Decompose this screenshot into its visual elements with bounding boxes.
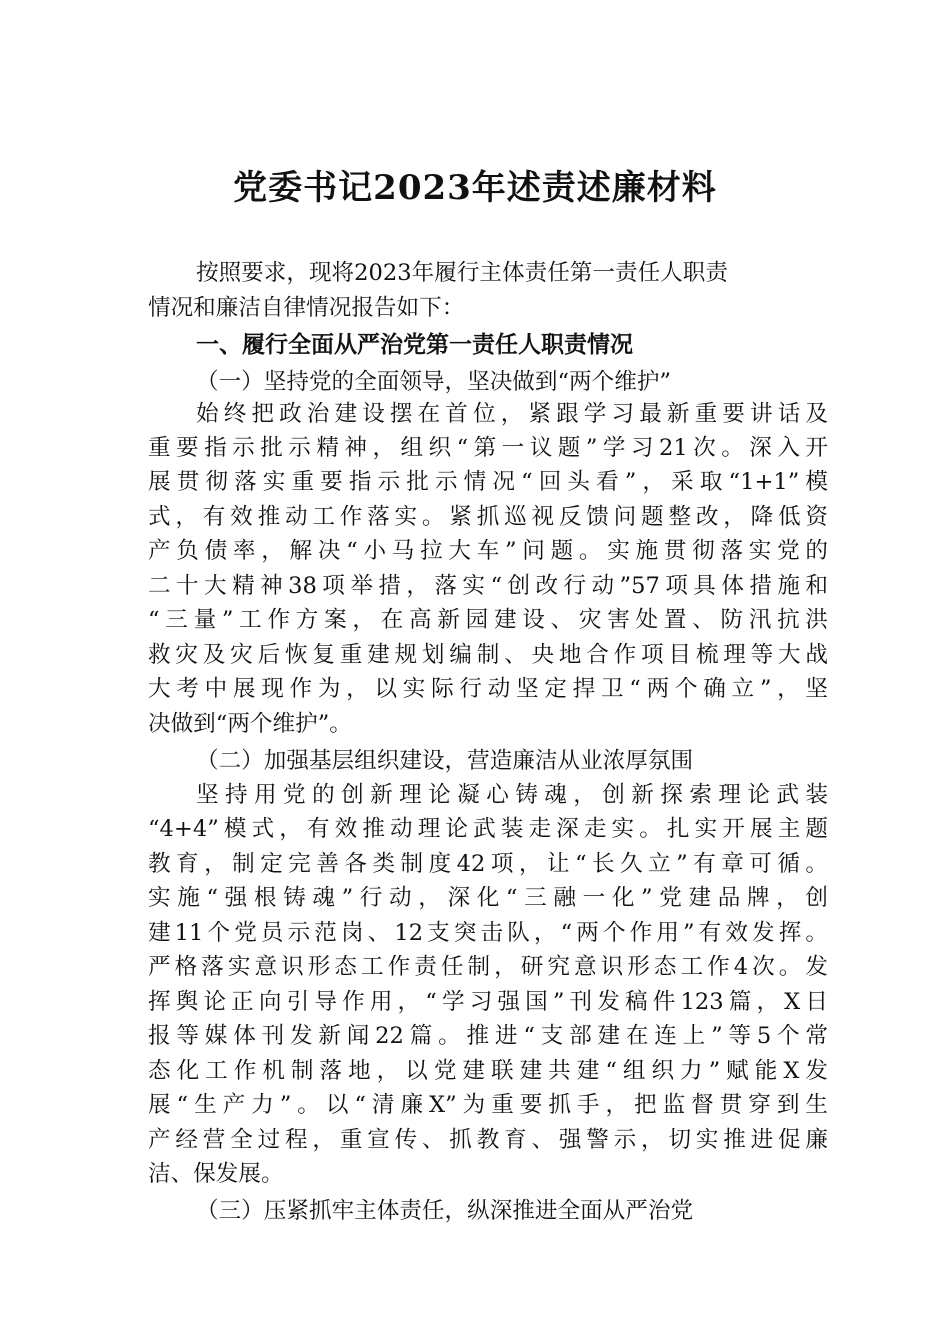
- paragraph-line: 重要指示批示精神，组织“第一议题”学习21次。深入开: [148, 435, 828, 461]
- paragraph-line: 建11个党员示范岗、12支突击队，“两个作用”有效发挥。: [148, 920, 828, 946]
- paragraph-line: 教育，制定完善各类制度42项，让“长久立”有章可循。: [148, 851, 828, 877]
- paragraph-line: 展贯彻落实重要指示批示情况“回头看”，采取“1+1”模: [148, 469, 828, 495]
- paragraph-line: 实施“强根铸魂”行动，深化“三融一化”党建品牌，创: [148, 885, 828, 911]
- paragraph-line: 洁、保发展。: [148, 1161, 284, 1187]
- paragraph-line: 产经营全过程，重宣传、抓教育、强警示，切实推进促廉: [148, 1127, 828, 1153]
- paragraph-line: 始终把政治建设摆在首位，紧跟学习最新重要讲话及: [196, 401, 828, 427]
- paragraph-line: 决做到“两个维护”。: [148, 711, 352, 737]
- paragraph-line: 报等媒体刊发新闻22篇。推进“支部建在连上”等5个常: [148, 1023, 828, 1049]
- paragraph-line: 挥舆论正向引导作用，“学习强国”刊发稿件123篇，X日: [148, 989, 828, 1015]
- paragraph-line: 展“生产力”。以“清廉X”为重要抓手，把监督贯穿到生: [148, 1092, 828, 1118]
- paragraph-line: 态化工作机制落地，以党建联建共建“组织力”赋能X发: [148, 1058, 828, 1084]
- document-title: 党委书记2023年述责述廉材料: [233, 168, 717, 208]
- paragraph-line: 严格落实意识形态工作责任制，研究意识形态工作4次。发: [148, 954, 828, 980]
- paragraph-line: 坚持用党的创新理论凝心铸魂，创新探索理论武装: [196, 782, 828, 808]
- paragraph-line: 式，有效推动工作落实。紧抓巡视反馈问题整改，降低资: [148, 504, 828, 530]
- section-heading-1: 一、履行全面从严治党第一责任人职责情况: [196, 331, 633, 358]
- paragraph-line: 按照要求，现将2023年履行主体责任第一责任人职责: [196, 260, 728, 286]
- paragraph-line: 救灾及灾后恢复重建规划编制、央地合作项目梳理等大战: [148, 642, 828, 668]
- paragraph-line: 情况和廉洁自律情况报告如下：: [148, 295, 465, 321]
- paragraph-line: “三量”工作方案，在高新园建设、灾害处置、防汛抗洪: [148, 607, 828, 633]
- paragraph-line: 二十大精神38项举措，落实“创改行动”57项具体措施和: [148, 573, 828, 599]
- paragraph-line: “4+4”模式，有效推动理论武装走深走实。扎实开展主题: [148, 816, 828, 842]
- subsection-heading: （三）压紧抓牢主体责任，纵深推进全面从严治党: [196, 1198, 694, 1224]
- paragraph-line: 产负债率，解决“小马拉大车”问题。实施贯彻落实党的: [148, 538, 828, 564]
- paragraph-line: 大考中展现作为，以实际行动坚定捍卫“两个确立”，坚: [148, 676, 828, 702]
- subsection-heading: （二）加强基层组织建设，营造廉洁从业浓厚氛围: [196, 748, 694, 774]
- subsection-heading: （一）坚持党的全面领导，坚决做到“两个维护”: [196, 369, 671, 395]
